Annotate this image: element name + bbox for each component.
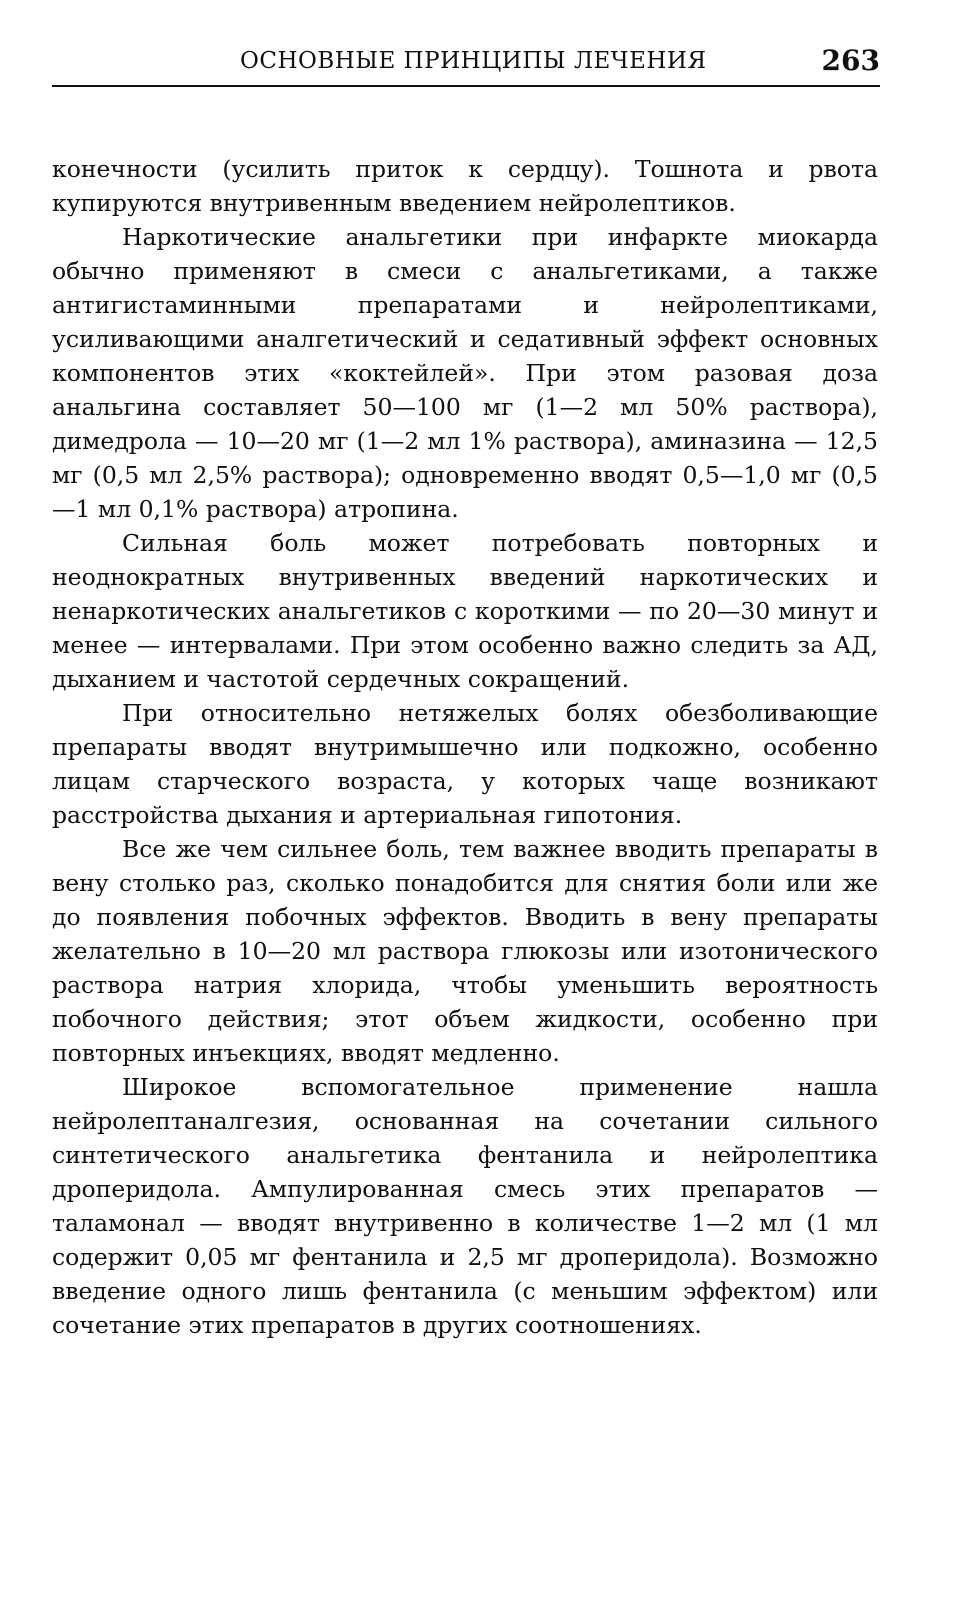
paragraph: Сильная боль может потребовать повторных и неоднократных внутривенных введений наркотических и ненаркотических анальгетиков с короткими — по 20—30 минут и менее — интервалами. При этом особенно важно следить за АД, дыханием и частотой сердечных сокращений. [52,529,878,693]
paragraph: Наркотические анальгетики при инфаркте миокарда обычно применяют в смеси с анальгетиками, а также антигистаминными препаратами и нейролептиками, усиливающими аналгетический и седативный эффект основных компонентов этих «коктейлей». При этом разовая доза анальгина составляет 50—100 мг (1—2 мл 50% раствора), димедрола — 10—20 мг (1—2 мл 1% раствора), аминазина — 12,5 мг (0,5 мл 2,5% раствора); одновременно вводят 0,5—1,0 мг (0,5—1 мл 0,1% раствора) атропина. [52,223,878,523]
page-header [52,40,880,88]
header-rule [52,85,880,87]
paragraph: Широкое вспомогательное применение нашла нейролептаналгезия, основанная на сочетании сильного синтетического анальгетика фентанила и нейролептика дроперидола. Ампулированная смесь этих препаратов — таламонал — вводят внутривенно в количестве 1—2 мл (1 мл содержит 0,05 мг фентанила и 2,5 мг дроперидола). Возможно введение одного лишь фентанила (с меньшим эффектом) или сочетание этих препаратов в других соотношениях. [52,1073,878,1339]
page-number: 263 [821,44,880,77]
paragraph: При относительно нетяжелых болях обезболивающие препараты вводят внутримышечно или подкожно, особенно лицам старческого возраста, у которых чаще возникают расстройства дыхания и артериальная гипотония. [52,699,878,829]
paragraph: Все же чем сильнее боль, тем важнее вводить препараты в вену столько раз, сколько понадобится для снятия боли или же до появления побочных эффектов. Вводить в вену препараты желательно в 10—20 мл раствора глюкозы или изотонического раствора натрия хлорида, чтобы уменьшить вероятность побочного действия; этот объем жидкости, особенно при повторных инъекциях, вводят медленно. [52,835,878,1067]
paragraph-continuation: конечности (усилить приток к сердцу). Тошнота и рвота купируются внутривенным введением нейролептиков. [52,155,878,217]
body-text [52,152,878,1342]
running-title: ОСНОВНЫЕ ПРИНЦИПЫ ЛЕЧЕНИЯ [240,48,707,74]
